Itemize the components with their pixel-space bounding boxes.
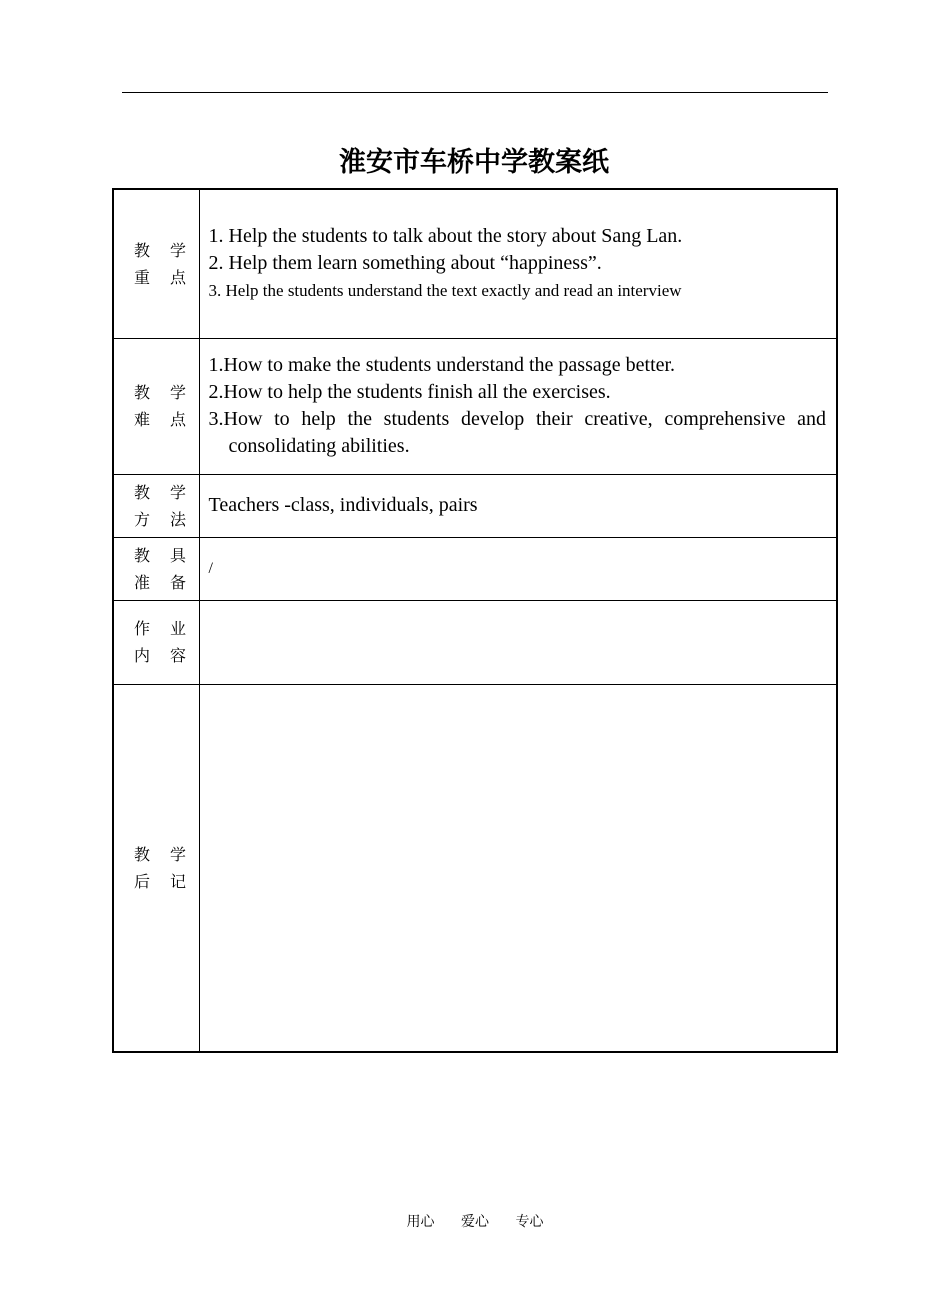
content-difficulties bbox=[199, 338, 837, 474]
row-key-points bbox=[113, 189, 837, 338]
label-difficulties-line2: 难点 bbox=[134, 410, 207, 429]
row-homework bbox=[113, 600, 837, 684]
label-methods-line1: 教学 bbox=[134, 482, 207, 502]
lesson-plan-table bbox=[112, 188, 838, 1053]
content-key-points bbox=[199, 189, 837, 338]
difficulty-item: 2.How to help the students finish all the exercises. bbox=[208, 381, 611, 403]
row-difficulties bbox=[113, 338, 837, 474]
label-key-points-line2: 重点 bbox=[134, 267, 207, 287]
row-reflection bbox=[113, 684, 837, 1052]
label-difficulties-line1: 教学 bbox=[134, 383, 207, 402]
label-cell-homework bbox=[113, 600, 207, 684]
key-point-item: 1. Help the students to talk about the story about Sang Lan. bbox=[208, 225, 683, 248]
content-homework bbox=[199, 600, 837, 684]
methods-text: Teachers -class, individuals, pairs bbox=[208, 494, 478, 516]
row-methods bbox=[113, 474, 837, 537]
label-cell-aids bbox=[113, 537, 207, 600]
label-aids-line1: 教具 bbox=[134, 545, 207, 565]
label-aids-line2: 准备 bbox=[134, 572, 207, 592]
label-key-points-line1: 教学 bbox=[134, 240, 207, 260]
row-aids bbox=[113, 537, 837, 600]
content-reflection bbox=[199, 684, 837, 1052]
difficulty-item bbox=[209, 406, 827, 433]
content-methods bbox=[199, 474, 837, 537]
content-aids bbox=[199, 537, 837, 600]
label-reflection-line1: 教学 bbox=[134, 844, 207, 864]
label-cell-reflection bbox=[113, 684, 207, 1052]
label-reflection-line2: 后记 bbox=[134, 871, 207, 891]
difficulty-item: 1.How to make the students understand the passage better. bbox=[208, 354, 676, 376]
difficulty-item-text: 3.How to help the students develop their creative, comprehensive and bbox=[208, 408, 826, 430]
label-cell-difficulties bbox=[113, 338, 207, 474]
aids-text: / bbox=[208, 560, 213, 577]
label-homework-line1: 作业 bbox=[134, 619, 207, 638]
page-footer: 用心 爱心 专心 bbox=[406, 1214, 544, 1230]
label-cell-methods bbox=[113, 474, 207, 537]
key-point-item: 3. Help the students understand the text exactly and read an interview bbox=[208, 281, 682, 301]
header-rule bbox=[122, 92, 828, 93]
label-methods-line2: 方法 bbox=[134, 509, 207, 529]
label-cell-key-points bbox=[113, 189, 207, 338]
difficulty-item-continued: consolidating abilities. bbox=[228, 435, 410, 457]
label-homework-line2: 内容 bbox=[134, 646, 207, 665]
document-title: 淮安市车桥中学教案纸 bbox=[339, 147, 609, 178]
key-point-item: 2. Help them learn something about “happiness”. bbox=[208, 252, 602, 275]
